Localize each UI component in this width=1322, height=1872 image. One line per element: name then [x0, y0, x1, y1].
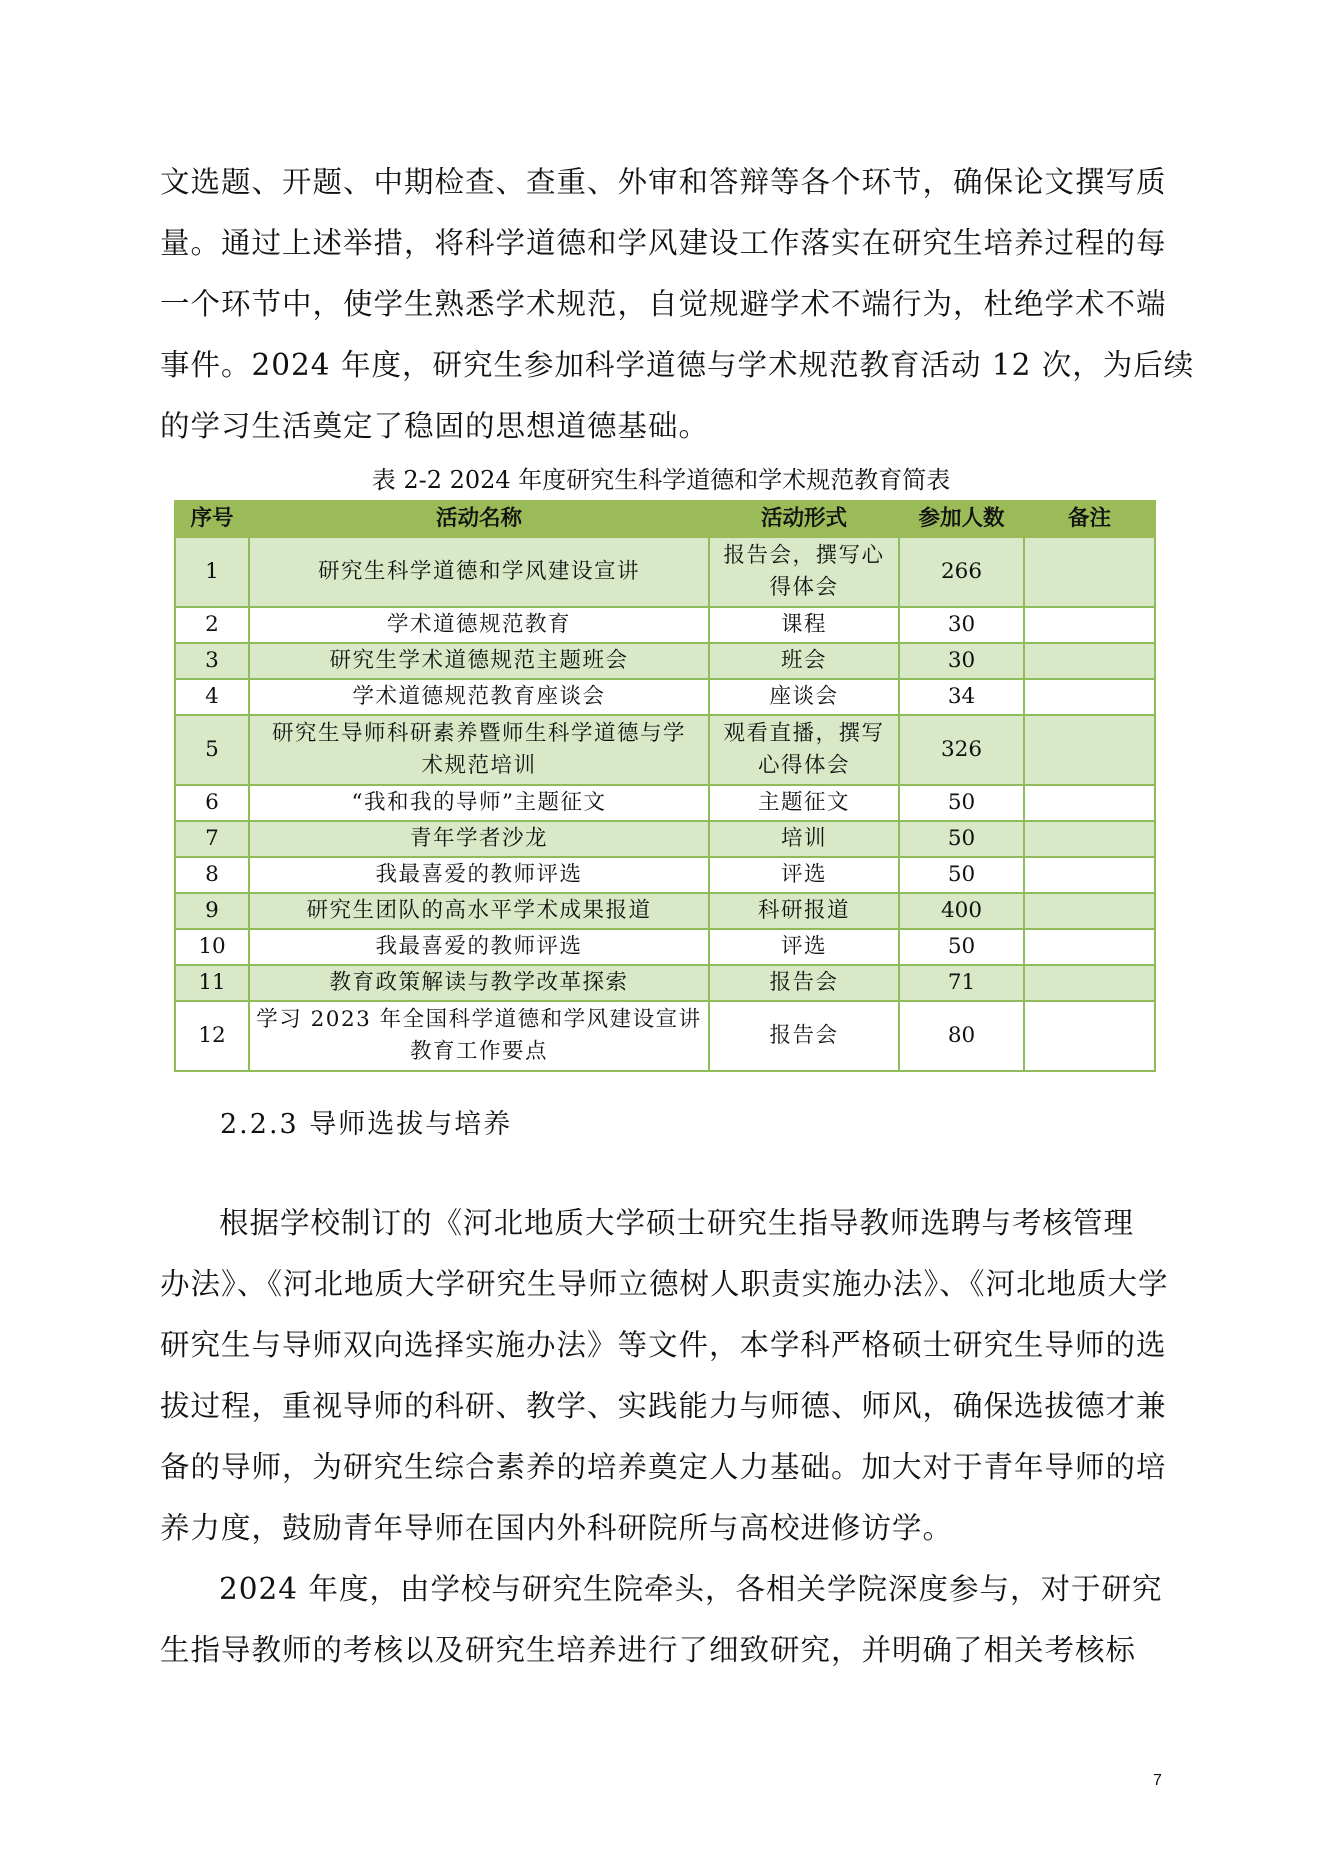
cell-name: [249, 607, 709, 643]
cell-form-line: 报告会: [769, 970, 839, 995]
text-line: 的学习生活奠定了稳固的思想道德基础。: [160, 409, 710, 443]
cell-count: 50: [899, 821, 1024, 857]
header-note: 备注: [1024, 501, 1155, 537]
text-line: 生指导教师的考核以及研究生培养进行了细致研究，并明确了相关考核标: [160, 1633, 1137, 1667]
cell-name-line: 学习 2023 年全国科学道德和学风建设宣讲: [256, 1007, 702, 1032]
cell-no: 6: [175, 785, 249, 821]
table-row: [175, 607, 1155, 643]
cell-form-line: 班会: [780, 648, 827, 673]
cell-count: 30: [899, 643, 1024, 679]
cell-form: [709, 965, 899, 1001]
table-row: [175, 643, 1155, 679]
cell-form-line: 主题征文: [757, 790, 850, 815]
cell-note: [1024, 679, 1155, 715]
cell-no: 8: [175, 857, 249, 893]
text-line: 一个环节中，使学生熟悉学术规范，自觉规避学术不端行为，杜绝学术不端: [160, 287, 1167, 321]
cell-form: [709, 679, 899, 715]
cell-name-line: 研究生科学道德和学风建设宣讲: [317, 559, 640, 584]
cell-note: [1024, 785, 1155, 821]
table-body: [175, 537, 1155, 1071]
cell-form: [709, 607, 899, 643]
cell-name-line: 青年学者沙龙: [409, 826, 548, 851]
cell-no: 3: [175, 643, 249, 679]
cell-note: [1024, 715, 1155, 785]
text-line: 养力度，鼓励青年导师在国内外科研院所与高校进修访学。: [160, 1511, 954, 1545]
cell-no: 4: [175, 679, 249, 715]
table-row: [175, 715, 1155, 785]
cell-note: [1024, 965, 1155, 1001]
cell-form-line: 得体会: [769, 575, 839, 600]
table-row: [175, 679, 1155, 715]
cell-name: [249, 1001, 709, 1071]
cell-count: 50: [899, 785, 1024, 821]
cell-count: 266: [899, 537, 1024, 607]
body-paragraph-2: [160, 1193, 1170, 1559]
cell-form-line: 报告会: [769, 1023, 839, 1048]
cell-no: 9: [175, 893, 249, 929]
cell-name-line: 我最喜爱的教师评选: [375, 934, 583, 959]
text-line: 备的导师，为研究生综合素养的培养奠定人力基础。加大对于青年导师的培: [160, 1450, 1167, 1484]
cell-form-line: 观看直播，撰写: [723, 721, 885, 746]
cell-form-line: 评选: [780, 934, 827, 959]
cell-note: [1024, 857, 1155, 893]
body-paragraph-3: [160, 1559, 1170, 1681]
cell-note: [1024, 929, 1155, 965]
cell-count: 80: [899, 1001, 1024, 1071]
header-no: 序号: [175, 501, 249, 537]
cell-note: [1024, 537, 1155, 607]
section-heading: 2.2.3 导师选拔与培养: [220, 1109, 513, 1140]
table-row: [175, 929, 1155, 965]
text-line: 2024 年度，由学校与研究生院牵头，各相关学院深度参与，对于研究: [219, 1572, 1163, 1606]
cell-count: 71: [899, 965, 1024, 1001]
cell-note: [1024, 643, 1155, 679]
table-caption: 表 2-2 2024 年度研究生科学道德和学术规范教育简表: [371, 466, 951, 494]
cell-note: [1024, 821, 1155, 857]
cell-count: 50: [899, 929, 1024, 965]
cell-form-line: 评选: [780, 862, 827, 887]
cell-form-line: 培训: [780, 826, 827, 851]
text-line: 根据学校制订的《河北地质大学硕士研究生指导教师选聘与考核管理: [219, 1206, 1135, 1240]
table-header-row: [175, 501, 1155, 537]
cell-name-line: 学术道德规范教育座谈会: [352, 684, 606, 709]
table-row: [175, 893, 1155, 929]
cell-no: 10: [175, 929, 249, 965]
header-name: 活动名称: [249, 501, 709, 537]
cell-name-line: 研究生学术道德规范主题班会: [329, 648, 629, 673]
cell-name: [249, 929, 709, 965]
cell-form: [709, 857, 899, 893]
cell-form: [709, 821, 899, 857]
text-line: 文选题、开题、中期检查、查重、外审和答辩等各个环节，确保论文撰写质: [160, 165, 1167, 199]
text-line: 研究生与导师双向选择实施办法》等文件，本学科严格硕士研究生导师的选: [160, 1328, 1167, 1362]
cell-name: [249, 893, 709, 929]
cell-note: [1024, 1001, 1155, 1071]
cell-name-line: 教育工作要点: [409, 1039, 548, 1064]
text-line: 办法》、《河北地质大学研究生导师立德树人职责实施办法》、《河北地质大学: [160, 1267, 1169, 1301]
cell-name: [249, 679, 709, 715]
cell-form: [709, 715, 899, 785]
cell-name: [249, 643, 709, 679]
cell-form-line: 报告会，撰写心: [723, 543, 885, 568]
cell-count: 326: [899, 715, 1024, 785]
text-line: 拔过程，重视导师的科研、教学、实践能力与师德、师风，确保选拔德才兼: [160, 1389, 1167, 1423]
cell-form: [709, 785, 899, 821]
cell-name-line: 教育政策解读与教学改革探索: [329, 970, 629, 995]
cell-name: [249, 965, 709, 1001]
cell-count: 34: [899, 679, 1024, 715]
table-row: [175, 965, 1155, 1001]
header-form: 活动形式: [709, 501, 899, 537]
table-row: [175, 821, 1155, 857]
cell-name-line: 学术道德规范教育: [386, 612, 571, 637]
cell-name-line: 研究生导师科研素养暨师生科学道德与学: [271, 721, 686, 746]
cell-note: [1024, 607, 1155, 643]
cell-no: 7: [175, 821, 249, 857]
table-row: [175, 857, 1155, 893]
cell-form: [709, 537, 899, 607]
cell-form: [709, 893, 899, 929]
cell-no: 5: [175, 715, 249, 785]
cell-form: [709, 643, 899, 679]
text-line: 事件。2024 年度，研究生参加科学道德与学术规范教育活动 12 次，为后续: [160, 348, 1195, 382]
page-number: 7: [1153, 1772, 1162, 1789]
cell-count: 400: [899, 893, 1024, 929]
cell-form: [709, 1001, 899, 1071]
header-count: 参加人数: [899, 501, 1024, 537]
cell-name: [249, 537, 709, 607]
cell-name: [249, 857, 709, 893]
cell-form: [709, 929, 899, 965]
cell-name: [249, 821, 709, 857]
cell-form-line: 心得体会: [757, 753, 850, 778]
activity-table: [174, 500, 1156, 1072]
cell-count: 50: [899, 857, 1024, 893]
cell-no: 1: [175, 537, 249, 607]
cell-name-line: “我和我的导师”主题征文: [351, 790, 607, 815]
cell-form-line: 座谈会: [769, 684, 839, 709]
text-line: 量。通过上述举措，将科学道德和学风建设工作落实在研究生培养过程的每: [160, 226, 1167, 260]
cell-note: [1024, 893, 1155, 929]
cell-form-line: 科研报道: [757, 898, 850, 923]
cell-no: 2: [175, 607, 249, 643]
cell-no: 11: [175, 965, 249, 1001]
cell-name-line: 术规范培训: [421, 753, 537, 778]
cell-name-line: 研究生团队的高水平学术成果报道: [306, 898, 652, 923]
cell-name-line: 我最喜爱的教师评选: [375, 862, 583, 887]
cell-form-line: 课程: [780, 612, 827, 637]
table-row: [175, 1001, 1155, 1071]
cell-name: [249, 715, 709, 785]
table-row: [175, 537, 1155, 607]
cell-name: [249, 785, 709, 821]
cell-count: 30: [899, 607, 1024, 643]
cell-no: 12: [175, 1001, 249, 1071]
table-row: [175, 785, 1155, 821]
body-paragraph-1: [160, 152, 1195, 457]
